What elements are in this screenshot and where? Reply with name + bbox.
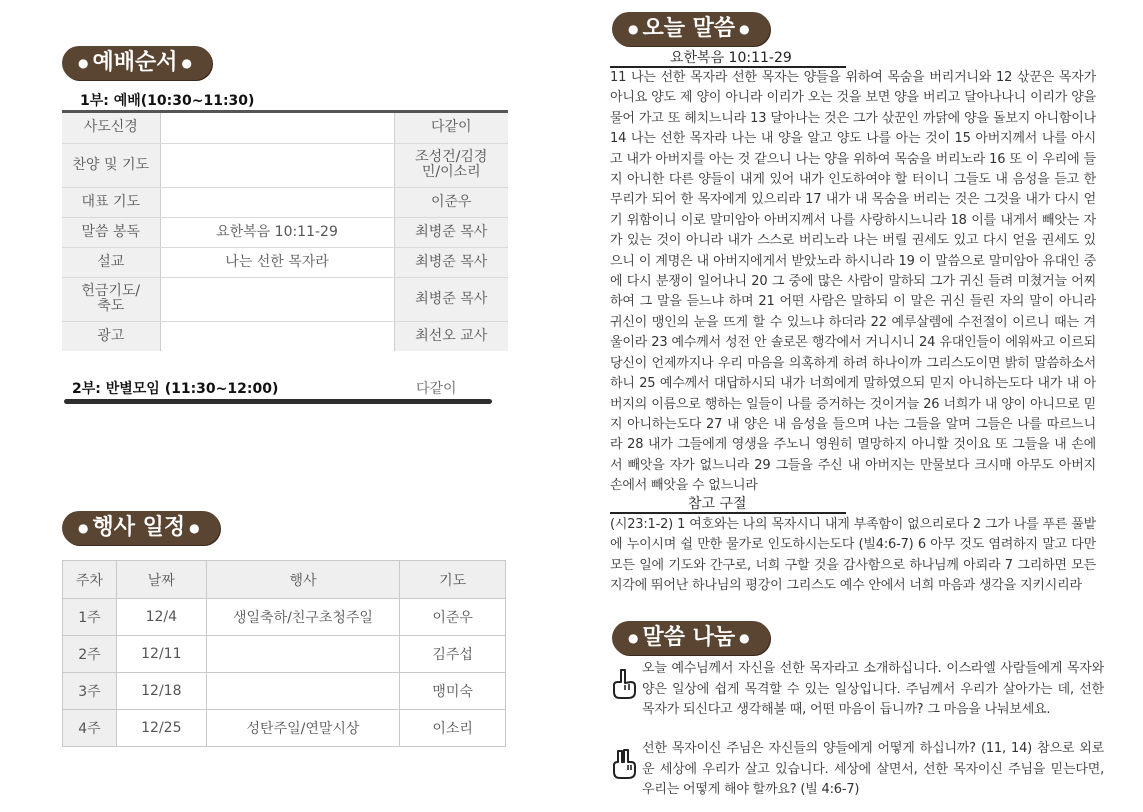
worship-order-table xyxy=(62,113,508,351)
event-name xyxy=(206,673,400,710)
bullet-icon: ● xyxy=(628,22,639,36)
event-name: 성탄주일/연말시상 xyxy=(206,710,400,747)
order-leader: 최선오 교사 xyxy=(394,321,508,351)
header-week: 주차 xyxy=(63,561,117,599)
order-content xyxy=(160,277,394,321)
part2-leader: 다같이 xyxy=(416,381,457,397)
sharing-question-1: 오늘 예수님께서 자신을 선한 목자라고 소개하십니다. 이스라엘 사람들에게 목자와 양은 일상에 쉽게 목격할 수 있는 일상입니다. 주님께서 우리가 살아가는 데, 선한 목자가 되신다고 생각해볼 때, 어떤 마음이 듭니까? 그 마음을 나눠보세요. xyxy=(642,661,1104,717)
event-week: 4주 xyxy=(63,710,117,747)
table-header-row xyxy=(63,561,506,599)
worship-order-title: 예배순서 xyxy=(92,50,178,75)
order-content xyxy=(160,187,394,217)
order-item: 대표 기도 xyxy=(62,187,160,217)
reference-verses-title: 참고 구절 xyxy=(688,496,747,512)
bullet-icon: ● xyxy=(189,521,200,535)
order-content: 나는 선한 목자라 xyxy=(160,247,394,277)
hand-two-fingers-icon xyxy=(610,748,638,780)
table-row xyxy=(63,599,506,636)
order-leader: 조성건/김경민/이소리 xyxy=(394,143,508,187)
bullet-icon: ● xyxy=(739,22,750,36)
order-content xyxy=(160,143,394,187)
event-prayer: 이준우 xyxy=(400,599,506,636)
passage-reference: 요한복음 10:11-29 xyxy=(670,50,792,66)
table-row xyxy=(63,636,506,673)
event-name xyxy=(206,636,400,673)
order-item: 사도신경 xyxy=(62,113,160,143)
events-title: 행사 일정 xyxy=(92,515,186,540)
bullet-icon: ● xyxy=(739,631,750,645)
word-heading xyxy=(612,12,770,46)
table-row xyxy=(62,187,508,217)
order-leader: 최병준 목사 xyxy=(394,277,508,321)
table-row xyxy=(62,113,508,143)
part1-label: 1부: 예배(10:30~11:30) xyxy=(80,93,255,109)
order-leader: 다같이 xyxy=(394,113,508,143)
bullet-icon: ● xyxy=(181,56,192,70)
event-week: 3주 xyxy=(63,673,117,710)
header-date: 날짜 xyxy=(116,561,206,599)
order-leader: 최병준 목사 xyxy=(394,217,508,247)
event-week: 1주 xyxy=(63,599,117,636)
order-item: 설교 xyxy=(62,247,160,277)
table-row xyxy=(63,673,506,710)
events-table xyxy=(62,560,506,747)
order-leader: 이준우 xyxy=(394,187,508,217)
header-event: 행사 xyxy=(206,561,400,599)
order-content: 요한복음 10:11-29 xyxy=(160,217,394,247)
table-row xyxy=(63,710,506,747)
order-item: 광고 xyxy=(62,321,160,351)
table-row xyxy=(62,143,508,187)
reference-verses-underline xyxy=(610,512,846,514)
events-heading xyxy=(62,511,220,545)
event-prayer: 맹미숙 xyxy=(400,673,506,710)
bullet-icon: ● xyxy=(78,56,89,70)
part2-divider xyxy=(64,399,492,404)
event-date: 12/25 xyxy=(116,710,206,747)
event-prayer: 이소리 xyxy=(400,710,506,747)
hand-one-finger-icon xyxy=(610,668,638,700)
order-content xyxy=(160,321,394,351)
table-row xyxy=(62,247,508,277)
reference-verses-text: (시23:1-2) 1 여호와는 나의 목자시니 내게 부족함이 없으리로다 2 그가 나를 푸른 풀밭에 누이시며 쉴 만한 물가로 인도하시는도다 (빌4:6-7) 6 아무 것도 염려하지 말고 다만 모든 일에 기도와 간구로, 너희 구할 것을 감사함으로 하나님께 아뢰라 7 그리하면 모든 지각에 뛰어난 하나님의 평강이 그리스도 예수 안에서 너희 마음과 생각을 지키시리라 xyxy=(610,517,1096,594)
table-row xyxy=(62,277,508,321)
event-prayer: 김주섭 xyxy=(400,636,506,673)
order-item: 말씀 봉독 xyxy=(62,217,160,247)
order-item: 찬양 및 기도 xyxy=(62,143,160,187)
sharing-question-2: 선한 목자이신 주님은 자신들의 양들에게 어떻게 하십니까? (11, 14) 참으로 외로운 세상에 우리가 살고 있습니다. 세상에 살면서, 선한 목자이신 주님을 믿는다면, 우리는 어떻게 해야 할까요? (빌 4:6-7) xyxy=(642,741,1104,797)
table-row xyxy=(62,217,508,247)
order-item: 헌금기도/축도 xyxy=(62,277,160,321)
part2-label: 2부: 반별모임 (11:30~12:00) xyxy=(72,381,279,397)
bullet-icon: ● xyxy=(628,631,639,645)
event-date: 12/4 xyxy=(116,599,206,636)
event-date: 12/11 xyxy=(116,636,206,673)
worship-order-heading xyxy=(62,46,212,80)
word-title: 오늘 말씀 xyxy=(642,16,736,41)
event-name: 생일축하/친구초청주일 xyxy=(206,599,400,636)
order-content xyxy=(160,113,394,143)
table-row xyxy=(62,321,508,351)
header-prayer: 기도 xyxy=(400,561,506,599)
sharing-heading xyxy=(612,621,770,655)
bullet-icon: ● xyxy=(78,521,89,535)
event-week: 2주 xyxy=(63,636,117,673)
event-date: 12/18 xyxy=(116,673,206,710)
order-leader: 최병준 목사 xyxy=(394,247,508,277)
passage-text: 11 나는 선한 목자라 선한 목자는 양들을 위하여 목숨을 버리거니와 12 삯꾼은 목자가 아니요 양도 제 양이 아니라 이리가 오는 것을 보면 양을 버리고 달아나나니 이리가 양을 물어 가고 또 헤치느니라 13 달아나는 것은 그가 삯꾼인 까닭에 양을 돌보지 아니함이나 14 나는 선한 목자라 나는 내 양을 알고 양도 나를 아는 것이 15 아버지께서 나를 아시고 내가 아버지를 아는 것 같으니 나는 양을 위하여 목숨을 버리노라 16 또 이 우리에 들지 아니한 다른 양들이 내게 있어 내가 인도하여야 할 터이니 그들도 내 음성을 듣고 한 무리가 되어 한 목자에게 있으리라 17 내가 내 목숨을 버리는 것은 그것을 내가 다시 얻기 위함이니 이로 말미암아 아버지께서 나를 사랑하시느니라 18 이를 내게서 빼앗는 자가 있는 것이 아니라 내가 스스로 버리노라 나는 버릴 권세도 있고 다시 얻을 권세도 있으니 이 계명은 내 아버지에게서 받았노라 하시니라 19 이 말씀으로 말미암아 유대인 중에 다시 분쟁이 일어나니 20 그 중에 많은 사람이 말하되 그가 귀신 들려 미쳤거늘 어찌하여 그 말을 듣느냐 하며 21 어떤 사람은 말하되 이 말은 귀신 들린 자의 말이 아니라 귀신이 맹인의 눈을 뜨게 할 수 있느냐 하더라 22 예루살렘에 수전절이 이르니 때는 겨울이라 23 예수께서 성전 안 솔로몬 행각에서 거니시니 24 유대인들이 에워싸고 이르되 당신이 언제까지나 우리 마음을 의혹하게 하려 하나이까 그리스도이면 밝히 말씀하소서 하니 25 예수께서 대답하시되 내가 너희에게 말하였으되 믿지 아니하는도다 내가 내 아버지의 이름으로 행하는 일들이 나를 증거하는 것이거늘 26 너희가 내 양이 아니므로 믿지 아니하는도다 27 내 양은 내 음성을 들으며 나는 그들을 알며 그들은 나를 따르느니라 28 내가 그들에게 영생을 주노니 영원히 멸망하지 아니할 것이요 또 그들을 내 손에서 빼앗을 자가 없느니라 29 그들을 주신 내 아버지는 만물보다 크시매 아무도 아버지 손에서 빼앗을 수 없느니라 xyxy=(610,70,1096,494)
sharing-title: 말씀 나눔 xyxy=(642,625,736,650)
